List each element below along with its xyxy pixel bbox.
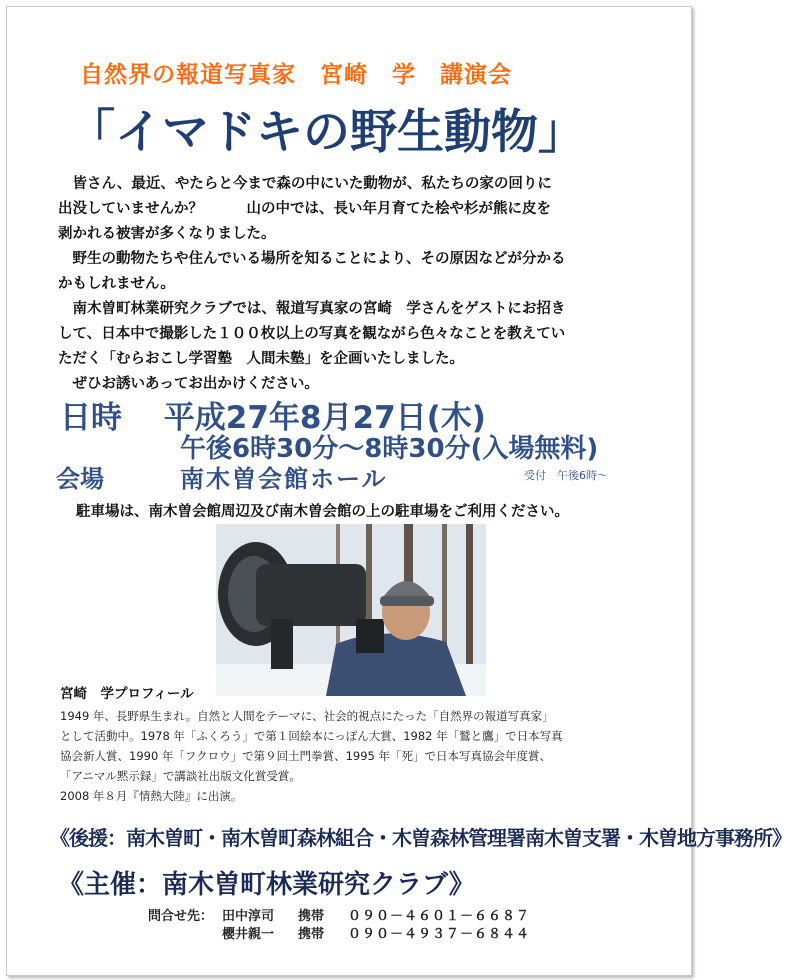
contact-type: 携帯 [298,909,325,924]
body-line: かもしれません。 [58,276,175,292]
body-line: 皆さん、最近、やたらと今まで森の中にいた動物が、私たちの家の回りに [58,176,552,192]
contact-phone: ０９０－４６０１－６６８７ [348,909,531,924]
event-title: 「イマドキの野生動物」 [68,105,585,160]
contact-phone: ０９０－４９３７－６８４４ [348,927,531,942]
photographer-photo [216,524,486,696]
profile-line: 協会新人賞、1990 年「フクロウ」で第９回土門拳賞、1995 年「死」で日本写真協会年度賞、 [60,749,551,763]
body-line: 南木曽町林業研究クラブでは、報道写真家の宮崎 学さんをゲストにお招き [58,301,566,317]
contact-label: 問合せ先： [148,909,214,924]
venue-label: 会場 [56,465,104,493]
parking-note: 駐車場は、南木曽会館周辺及び南木曽会館の上の駐車場をご利用ください。 [76,504,569,520]
photographer-illustration [216,524,486,696]
contact-name: 櫻井親一 [222,927,275,942]
body-line: して、日本中で撮影した１００枚以上の写真を観ながら色々なことを教えてい [58,326,566,342]
venue-name: 南木曽会館ホール [180,465,388,493]
body-line: ぜひお誘いあってお出かけください。 [58,376,319,392]
event-subtitle: 自然界の報道写真家 宮崎 学 講演会 [80,62,512,88]
reception-time: 受付 午後6時～ [524,469,608,482]
host-organization: 《主催：南木曽町林業研究クラブ》 [58,870,475,900]
contact-name: 田中淳司 [222,909,275,924]
profile-title: 宮崎 学プロフィール [60,686,194,702]
event-time: 午後6時30分～8時30分(入場無料) [180,434,599,464]
body-line: 野生の動物たちや住んでいる場所を知ることにより、その原因などが分かる [58,251,566,267]
profile-line: 1949 年、長野県生まれ。自然と人間をテーマに、社会的視点にたった「自然界の報道写真家」 [60,709,554,723]
profile-line: 「アニマル黙示録」で講談社出版文化賞受賞。 [60,769,301,783]
contact-type: 携帯 [298,927,325,942]
body-line: ただく「むらおこし学習塾 人間未塾」を企画いたしました。 [58,351,464,367]
support-organizations: 《後援：南木曽町・南木曽町森林組合・木曽森林管理署南木曽支署・木曽地方事務所》 [50,826,791,850]
profile-line: 2008 年８月『情熱大陸』に出演。 [60,789,243,803]
body-line: 剥かれる被害が多くなりました。 [58,226,276,242]
event-date: 日時 平成27年8月27日(木) [60,400,486,436]
profile-line: として活動中。1978 年「ふくろう」で第１回絵本にっぽん大賞、1982 年「鷲と鷹」で日本写真 [60,729,563,743]
body-line: 出没していませんか？ 山の中では、長い年月育てた桧や杉が熊に皮を [58,201,551,217]
